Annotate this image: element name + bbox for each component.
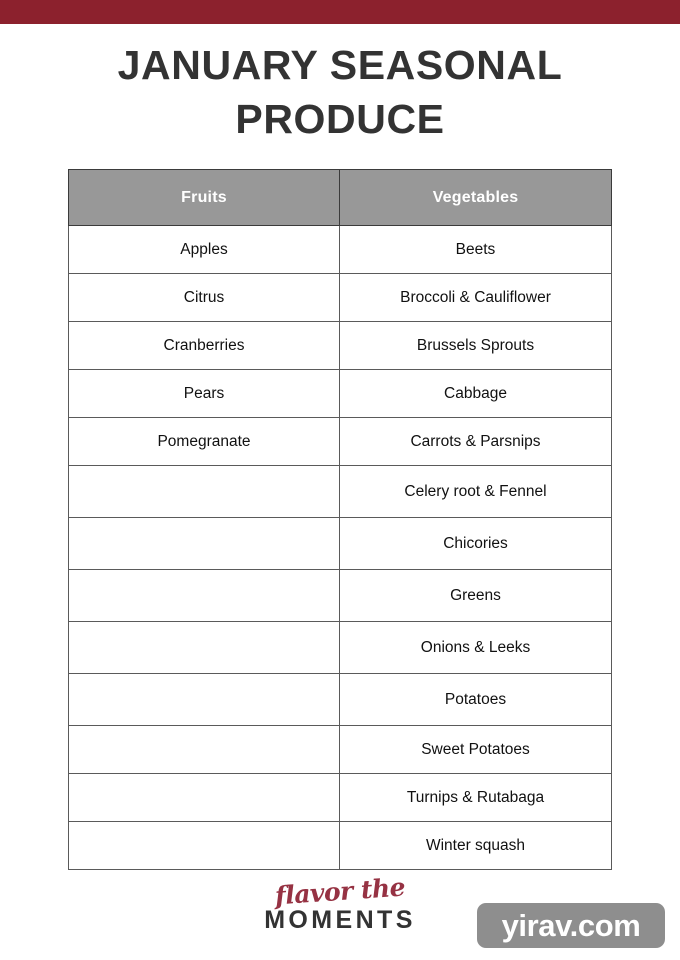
cell-fruit: Citrus xyxy=(69,274,340,322)
cell-fruit-empty xyxy=(69,466,340,518)
table-body xyxy=(69,226,612,870)
cell-fruit: Apples xyxy=(69,226,340,274)
cell-fruit: Pears xyxy=(69,370,340,418)
table-row xyxy=(69,466,612,518)
table-row xyxy=(69,570,612,622)
table-row xyxy=(69,622,612,674)
cell-vegetable: Chicories xyxy=(340,518,612,570)
table-row xyxy=(69,370,612,418)
cell-vegetable: Broccoli & Cauliflower xyxy=(340,274,612,322)
page-title-line-2: PRODUCE xyxy=(235,96,445,142)
table-row xyxy=(69,518,612,570)
cell-vegetable: Cabbage xyxy=(340,370,612,418)
watermark-badge xyxy=(477,903,665,948)
cell-fruit-empty xyxy=(69,726,340,774)
cell-vegetable: Brussels Sprouts xyxy=(340,322,612,370)
cell-vegetable: Turnips & Rutabaga xyxy=(340,774,612,822)
table-row xyxy=(69,274,612,322)
cell-fruit-empty xyxy=(69,674,340,726)
cell-fruit: Pomegranate xyxy=(69,418,340,466)
top-accent-bar xyxy=(0,0,680,24)
table-row xyxy=(69,322,612,370)
produce-table xyxy=(68,169,612,870)
column-header-vegetables: Vegetables xyxy=(340,170,612,226)
cell-fruit-empty xyxy=(69,822,340,870)
cell-fruit-empty xyxy=(69,518,340,570)
cell-vegetable: Onions & Leeks xyxy=(340,622,612,674)
table-header-row xyxy=(69,170,612,226)
column-header-fruits: Fruits xyxy=(69,170,340,226)
table-row xyxy=(69,726,612,774)
cell-vegetable: Winter squash xyxy=(340,822,612,870)
table-row xyxy=(69,774,612,822)
table-row xyxy=(69,226,612,274)
cell-vegetable: Greens xyxy=(340,570,612,622)
cell-fruit: Cranberries xyxy=(69,322,340,370)
cell-vegetable: Potatoes xyxy=(340,674,612,726)
cell-fruit-empty xyxy=(69,570,340,622)
table-row xyxy=(69,674,612,726)
table-row xyxy=(69,418,612,466)
cell-fruit-empty xyxy=(69,774,340,822)
cell-vegetable: Celery root & Fennel xyxy=(340,466,612,518)
page-title-line-1: JANUARY SEASONAL xyxy=(117,42,563,88)
brand-logo-script: flavor the xyxy=(274,872,406,911)
cell-vegetable: Beets xyxy=(340,226,612,274)
table-row xyxy=(69,822,612,870)
page-title xyxy=(0,38,680,146)
cell-vegetable: Sweet Potatoes xyxy=(340,726,612,774)
cell-vegetable: Carrots & Parsnips xyxy=(340,418,612,466)
watermark-text: yirav.com xyxy=(501,908,641,943)
table-header xyxy=(69,170,612,226)
brand-logo-word: MOMENTS xyxy=(264,906,416,934)
produce-table-wrapper xyxy=(68,169,611,870)
cell-fruit-empty xyxy=(69,622,340,674)
